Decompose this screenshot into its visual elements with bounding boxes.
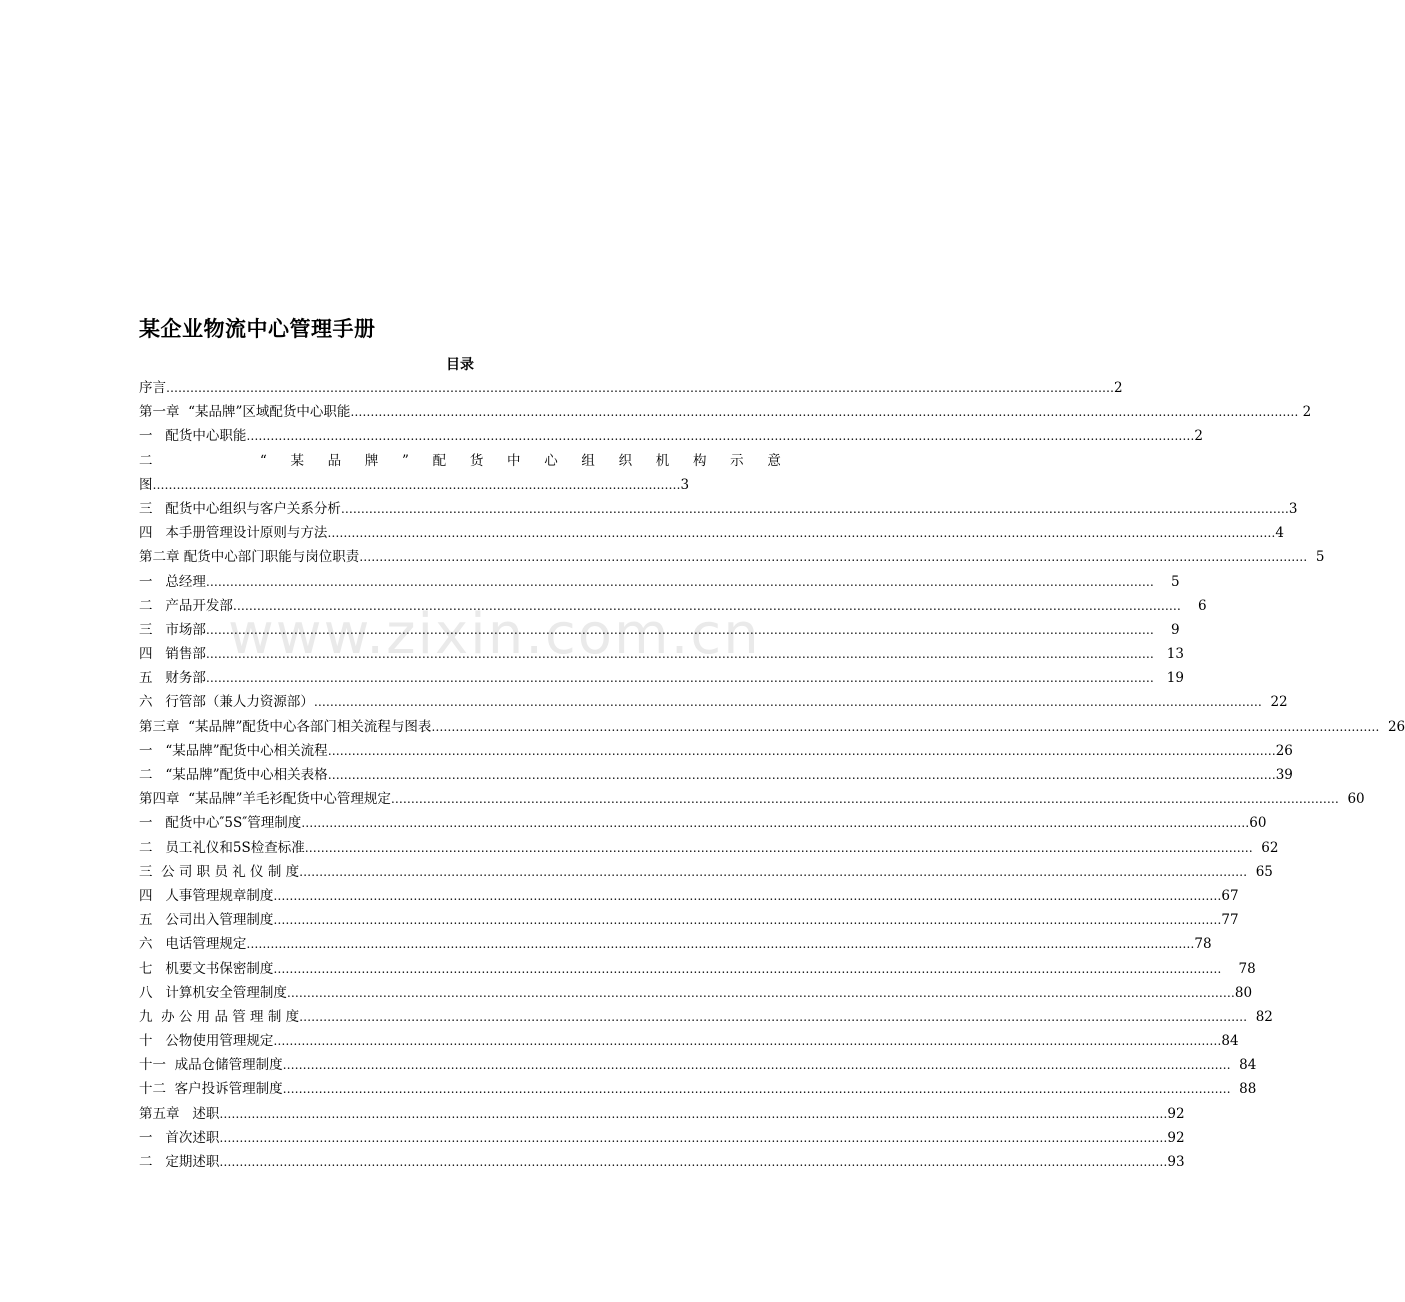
toc-page-number: 78	[1221, 960, 1256, 977]
toc-heading: 目录	[446, 357, 474, 373]
toc-entry[interactable]	[139, 400, 1312, 424]
toc-entry-label: 六 行管部（兼人力资源部）	[139, 694, 314, 711]
toc-dot-leader	[287, 981, 1235, 1005]
toc-entry-char: 机	[655, 452, 670, 469]
document-title: 某企业物流中心管理手册	[139, 317, 376, 341]
toc-entry-label: 第一章 “某品牌”区域配货中心职能	[139, 404, 351, 421]
toc-dot-leader	[328, 739, 1276, 763]
toc-page-number: 62	[1252, 839, 1279, 856]
toc-entry-label: 三 配货中心组织与客户关系分析	[139, 500, 341, 517]
toc-dot-leader	[273, 908, 1221, 932]
toc-dot-leader	[327, 521, 1275, 545]
toc-entry[interactable]	[139, 1029, 1239, 1053]
toc-page-number: 65	[1247, 863, 1308, 880]
toc-page-number: 3	[680, 476, 690, 493]
toc-page-number: 88	[1230, 1081, 1257, 1098]
toc-entry-char: 货	[469, 452, 484, 469]
toc-entry-label: 十一 成品仓储管理制度	[139, 1057, 283, 1074]
toc-dot-leader	[246, 424, 1194, 448]
toc-dot-leader	[246, 932, 1194, 956]
toc-entry[interactable]	[139, 884, 1239, 908]
toc-entry-char: 组	[581, 452, 595, 469]
toc-entry[interactable]	[139, 932, 1212, 956]
toc-entry[interactable]	[139, 860, 1308, 884]
toc-entry[interactable]	[139, 811, 1267, 835]
toc-entry-label: 一 总经理	[139, 573, 206, 590]
toc-dot-leader	[283, 1077, 1231, 1101]
toc-entry-char: ”	[402, 452, 409, 469]
toc-page-number: 19	[1153, 670, 1184, 687]
toc-entry-char: 品	[327, 452, 342, 469]
toc-entry-label: 五 公司出入管理制度	[139, 912, 274, 929]
toc-dot-leader	[219, 1150, 1167, 1174]
toc-dot-leader	[206, 570, 1154, 594]
toc-entry[interactable]	[139, 594, 1207, 618]
toc-entry-label: 第四章 “某品牌”羊毛衫配货中心管理规定	[139, 791, 391, 808]
toc-page-number: 92	[1167, 1105, 1185, 1122]
toc-page-number: 5	[1307, 549, 1325, 566]
toc-entry[interactable]	[139, 690, 1288, 714]
toc-dot-leader	[166, 376, 1114, 400]
toc-page-number: 82	[1247, 1008, 1273, 1025]
toc-dot-leader	[350, 400, 1298, 424]
toc-dot-leader	[219, 1102, 1167, 1126]
toc-page-number: 60	[1338, 791, 1365, 808]
toc-dot-leader	[273, 957, 1221, 981]
toc-entry[interactable]	[139, 497, 1298, 521]
toc-entry-label: 十 公物使用管理规定	[139, 1033, 274, 1050]
toc-page-number: 93	[1167, 1154, 1185, 1170]
toc-entry[interactable]	[139, 570, 1180, 594]
toc-page-number: 2	[1298, 404, 1312, 421]
toc-page-number: 2	[1114, 380, 1123, 396]
toc-entry-label: 一 “某品牌”配货中心相关流程	[139, 742, 328, 759]
toc-page-number: 78	[1194, 936, 1212, 953]
toc-entry-char: 意	[767, 452, 781, 469]
toc-entry-label: 一 配货中心″5S″管理制度	[139, 815, 302, 832]
toc-dot-leader	[283, 1053, 1231, 1077]
toc-entry-label-cont: 图	[139, 476, 153, 493]
toc-entry[interactable]	[139, 545, 1325, 569]
toc-page-number: 26	[1379, 718, 1405, 735]
toc-entry-label: 七 机要文书保密制度	[139, 960, 274, 977]
toc-entry-char: 牌	[364, 452, 379, 469]
toc-entry[interactable]	[139, 908, 1239, 932]
toc-page-number: 22	[1261, 694, 1288, 711]
toc-dot-leader	[273, 1029, 1221, 1053]
toc-entry[interactable]	[139, 666, 1184, 690]
toc-page-number: 3	[1288, 500, 1298, 517]
toc-entry[interactable]	[139, 1102, 1185, 1126]
toc-entry-char: 某	[290, 452, 304, 469]
toc-dot-leader	[206, 666, 1154, 690]
toc-entry-label: 四 人事管理规章制度	[139, 887, 274, 904]
toc-entry-label: 二 产品开发部	[139, 597, 233, 614]
toc-entry-label: 二 “某品牌”配货中心相关表格	[139, 767, 328, 783]
toc-entry[interactable]	[139, 1126, 1185, 1150]
toc-page-number: 9	[1153, 621, 1180, 638]
table-of-contents	[139, 376, 1405, 1174]
toc-page-number: 5	[1153, 573, 1180, 590]
toc-entry-char: 中	[507, 452, 521, 469]
toc-entry[interactable]	[139, 981, 1253, 1005]
toc-entry[interactable]	[139, 739, 1293, 763]
toc-page-number: 92	[1167, 1129, 1185, 1146]
toc-entry[interactable]	[139, 1150, 1185, 1174]
toc-entry[interactable]	[139, 424, 1203, 448]
toc-entry-char: 心	[544, 452, 558, 469]
toc-dot-leader	[391, 787, 1339, 811]
toc-dot-leader	[314, 690, 1262, 714]
toc-page-number: 67	[1221, 887, 1239, 904]
toc-entry-label: 三 公 司 职 员 礼 仪 制 度	[139, 863, 300, 880]
toc-dot-leader	[219, 1126, 1167, 1150]
toc-dot-leader	[206, 618, 1154, 642]
toc-page-number: 2	[1194, 428, 1203, 445]
toc-entry-label: 六 电话管理规定	[139, 936, 247, 953]
toc-entry-label: 第五章 述职	[139, 1105, 220, 1122]
toc-entry[interactable]	[139, 1005, 1273, 1029]
toc-dot-leader	[273, 884, 1221, 908]
toc-entry-continuation-line[interactable]	[139, 473, 690, 497]
toc-entry-char: “	[259, 452, 267, 469]
toc-dot-leader	[431, 715, 1379, 739]
toc-entry-label: 第二章 配货中心部门职能与岗位职责	[139, 549, 360, 566]
toc-entry-label: 四 销售部	[139, 646, 206, 663]
toc-dot-leader	[301, 811, 1249, 835]
toc-entry-char: 示	[730, 452, 744, 469]
watermark-text: www.zixin.com.cn	[228, 602, 761, 667]
toc-entry-label: 三 市场部	[139, 621, 206, 638]
toc-entry[interactable]	[139, 763, 1293, 787]
toc-entry[interactable]	[139, 376, 1123, 400]
toc-page-number: 84	[1230, 1057, 1257, 1074]
toc-dot-leader	[233, 594, 1181, 618]
toc-page-number: 13	[1153, 646, 1184, 663]
toc-entry-label: 序言	[139, 380, 166, 396]
toc-entry-label: 十二 客户投诉管理制度	[139, 1081, 283, 1098]
toc-page-number: 84	[1221, 1033, 1239, 1050]
toc-page-number: 80	[1234, 984, 1253, 1001]
toc-page-number: 4	[1275, 525, 1284, 542]
toc-entry[interactable]	[139, 715, 1405, 739]
toc-dot-leader	[359, 545, 1307, 569]
toc-entry-label: 一 配货中心职能	[139, 428, 247, 445]
toc-entry-label: 一 首次述职	[139, 1129, 220, 1146]
toc-entry-label: 八 计算机安全管理制度	[139, 984, 287, 1001]
toc-page-number: 77	[1221, 912, 1239, 929]
toc-entry[interactable]	[139, 1077, 1257, 1101]
toc-entry[interactable]	[139, 787, 1365, 811]
toc-entry[interactable]	[139, 1053, 1257, 1077]
toc-dot-leader	[328, 763, 1276, 787]
toc-entry-label: 二	[139, 452, 153, 469]
toc-dot-leader	[299, 860, 1247, 884]
toc-entry[interactable]	[139, 836, 1279, 860]
toc-dot-leader	[299, 1005, 1247, 1029]
toc-page-number: 60	[1249, 815, 1267, 832]
toc-entry-char: 构	[692, 452, 707, 469]
toc-dot-leader	[305, 836, 1253, 860]
toc-entry-char: 织	[618, 452, 633, 469]
toc-entry[interactable]	[139, 618, 1180, 642]
toc-page-number: 6	[1180, 597, 1207, 614]
toc-page-number: 39	[1275, 767, 1293, 783]
toc-entry[interactable]	[139, 642, 1184, 666]
toc-entry-label: 四 本手册管理设计原则与方法	[139, 525, 328, 542]
toc-entry-label: 九 办 公 用 品 管 理 制 度	[139, 1008, 300, 1025]
toc-entry-label: 二 定期述职	[139, 1154, 220, 1170]
toc-entry[interactable]	[139, 957, 1256, 981]
toc-entry-label: 五 财务部	[139, 670, 206, 687]
toc-entry-spread-line[interactable]	[139, 449, 781, 473]
toc-dot-leader	[206, 642, 1154, 666]
toc-entry-char: 配	[432, 452, 447, 469]
toc-page-number: 26	[1275, 742, 1293, 759]
toc-entry-label: 二 员工礼仪和5S检查标准	[139, 839, 305, 856]
toc-entry-label: 第三章 “某品牌”配货中心各部门相关流程与图表	[139, 718, 432, 735]
toc-dot-leader: ……………………………………………………………………………………………………………………	[152, 477, 681, 492]
toc-entry-gap	[176, 449, 236, 473]
toc-dot-leader	[341, 497, 1289, 521]
toc-entry[interactable]	[139, 521, 1284, 545]
